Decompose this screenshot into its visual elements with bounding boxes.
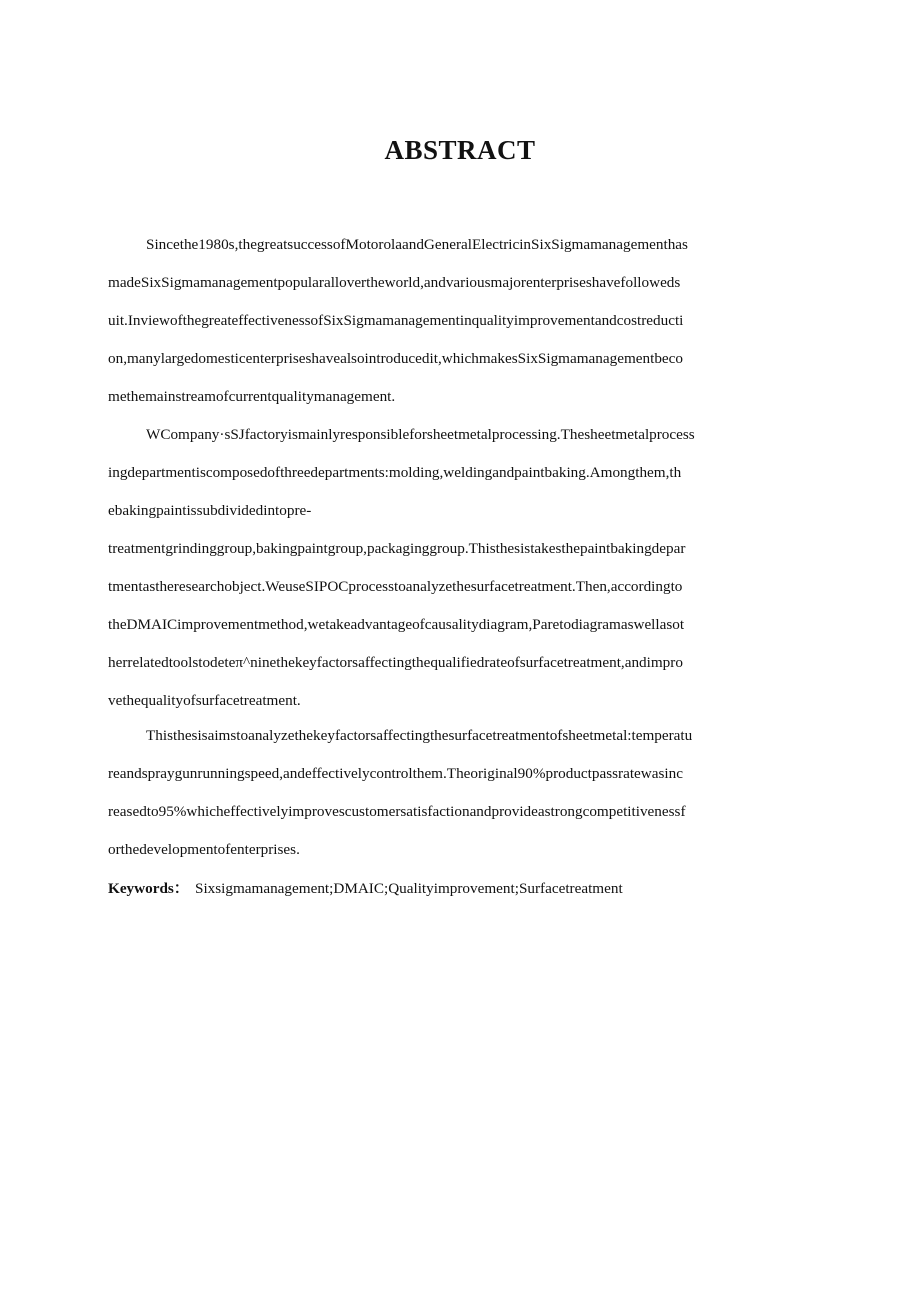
abstract-line: on,manylargedomesticenterpriseshavealsointroducedit,whichmakesSixSigmamanagementbeco <box>108 350 683 367</box>
abstract-line: methemainstreamofcurrentqualitymanagement. <box>108 388 396 405</box>
abstract-line: ingdepartmentiscomposedofthreedepartments:molding,weldingandpaintbaking.Amongthem,th <box>108 464 682 481</box>
keywords-line <box>108 876 814 902</box>
abstract-line: madeSixSigmamanagementpopularallovertheworld,andvariousmajorenterpriseshavefolloweds <box>108 274 681 291</box>
abstract-line: uit.InviewofthegreateffectivenessofSixSigmamanagementinqualityimprovementandcostreducti <box>108 312 684 329</box>
abstract-title: ABSTRACT <box>384 135 536 165</box>
abstract-line: vethequalityofsurfacetreatment. <box>108 692 301 709</box>
abstract-line: WCompany·sSJfactoryismainlyresponsibleforsheetmetalprocessing.Thesheetmetalprocess <box>146 426 695 443</box>
abstract-line: tmentastheresearchobject.WeuseSIPOCprocesstoanalyzethesurfacetreatment.Then,accordingto <box>108 578 683 595</box>
abstract-line: reandspraygunrunningspeed,andeffectivelycontrolthem.Theoriginal90%productpassratewasinc <box>108 765 683 782</box>
keywords-label: Keywords： <box>108 880 189 897</box>
abstract-line: Sincethe1980s,thegreatsuccessofMotorolaandGeneralElectricinSixSigmamanagementhas <box>146 236 688 253</box>
abstract-line: ebakingpaintissubdividedintopre- <box>108 502 312 519</box>
abstract-line: theDMAICimprovementmethod,wetakeadvantageofcausalitydiagram,Paretodiagramaswellasot <box>108 616 685 633</box>
abstract-line: orthedevelopmentofenterprises. <box>108 841 300 858</box>
abstract-line: Thisthesisaimstoanalyzethekeyfactorsaffectingthesurfacetreatmentofsheetmetal:temperatu <box>146 727 693 744</box>
abstract-line: herrelatedtoolstodeteπ^ninethekeyfactorsaffectingthequalifiedrateofsurfacetreatment,andimpro <box>108 654 683 671</box>
abstract-line: reasedto95%whicheffectivelyimprovescustomersatisfactionandprovideastrongcompetitivenessf <box>108 803 686 820</box>
abstract-line: treatmentgrindinggroup,bakingpaintgroup,packaginggroup.Thisthesistakesthepaintbakingdepar <box>108 540 686 557</box>
keywords-text: Sixsigmamanagement;DMAIC;Qualityimprovement;Surfacetreatment <box>195 880 623 897</box>
